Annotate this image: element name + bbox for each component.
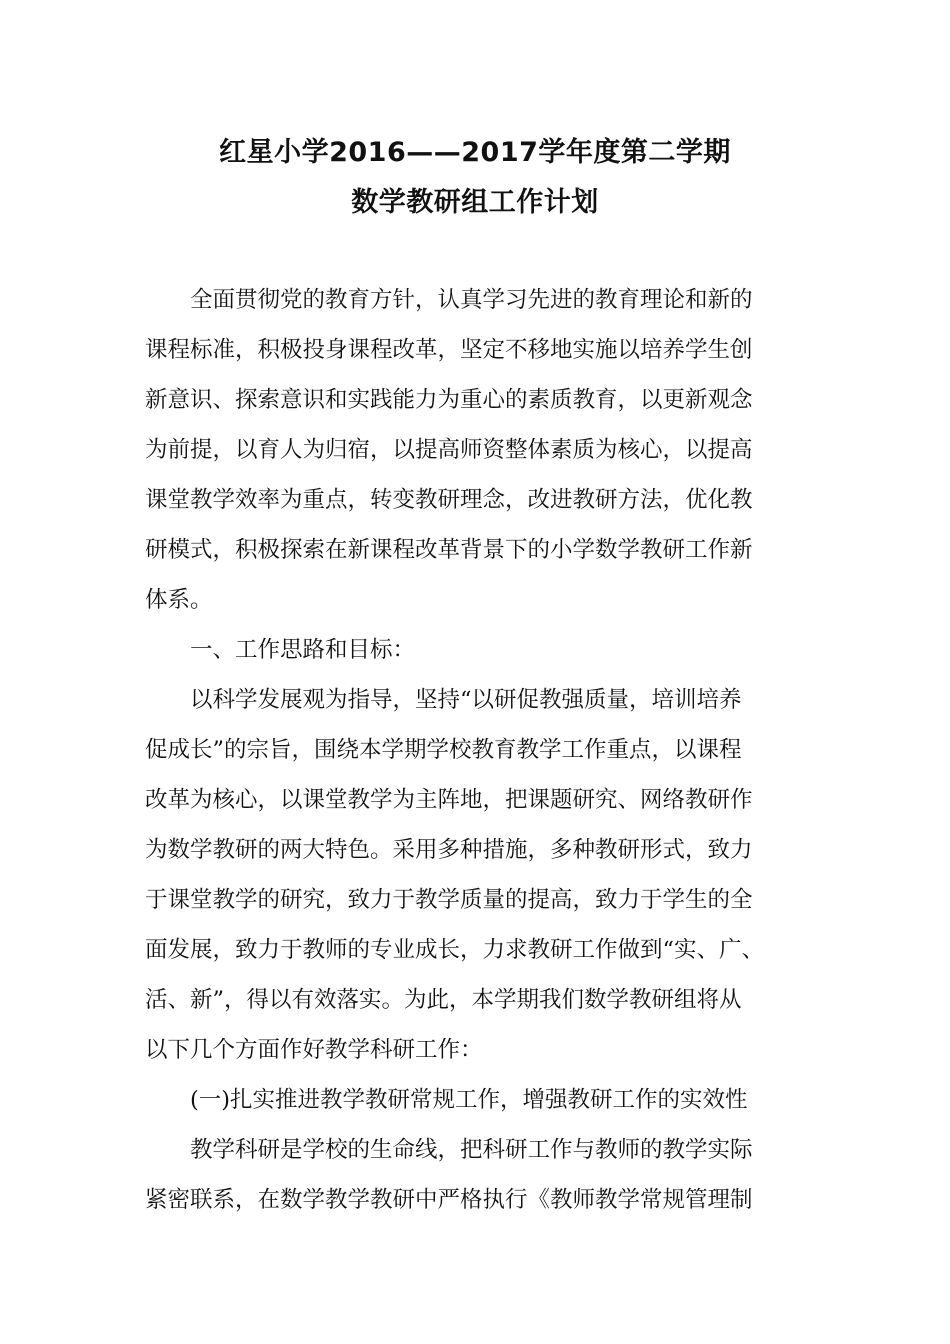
- body-line: 全面贯彻党的教育方针，认真学习先进的教育理论和新的: [145, 287, 753, 313]
- subsection-heading: (一)扎实推进教学教研常规工作，增强教研工作的实效性: [145, 1087, 748, 1113]
- body-line: 活、新”，得以有效落实。为此，本学期我们数学教研组将从: [145, 987, 742, 1013]
- document-title-line-2: 数学教研组工作计划: [351, 187, 599, 218]
- document-title-line-1: 红星小学2016——2017学年度第二学期: [219, 137, 731, 168]
- body-line: 为前提，以育人为归宿，以提高师资整体素质为核心，以提高: [145, 437, 753, 463]
- body-line: 课程标准，积极投身课程改革，坚定不移地实施以培养学生创: [145, 337, 753, 363]
- body-line: 为数学教研的两大特色。采用多种措施，多种教研形式，致力: [145, 837, 753, 863]
- section-heading: 一、工作思路和目标：: [145, 637, 416, 663]
- body-line: 面发展，致力于教师的专业成长，力求教研工作做到“实、广、: [145, 937, 765, 963]
- body-line: 紧密联系，在数学教学教研中严格执行《教师教学常规管理制: [145, 1187, 753, 1213]
- body-line: 以科学发展观为指导，坚持“以研促教强质量，培训培养: [145, 687, 742, 713]
- body-line: 体系。: [145, 587, 213, 613]
- body-line: 研模式，积极探索在新课程改革背景下的小学数学教研工作新: [145, 537, 753, 563]
- body-line: 于课堂教学的研究，致力于教学质量的提高，致力于学生的全: [145, 887, 753, 913]
- body-line: 以下几个方面作好教学科研工作：: [145, 1037, 483, 1063]
- body-line: 促成长”的宗旨，围绕本学期学校教育教学工作重点，以课程: [145, 737, 742, 763]
- body-line: 教学科研是学校的生命线，把科研工作与教师的教学实际: [145, 1137, 753, 1163]
- body-line: 课堂教学效率为重点，转变教研理念，改进教研方法，优化教: [145, 487, 753, 513]
- body-line: 新意识、探索意识和实践能力为重心的素质教育，以更新观念: [145, 387, 753, 413]
- body-line: 改革为核心，以课堂教学为主阵地，把课题研究、网络教研作: [145, 787, 753, 813]
